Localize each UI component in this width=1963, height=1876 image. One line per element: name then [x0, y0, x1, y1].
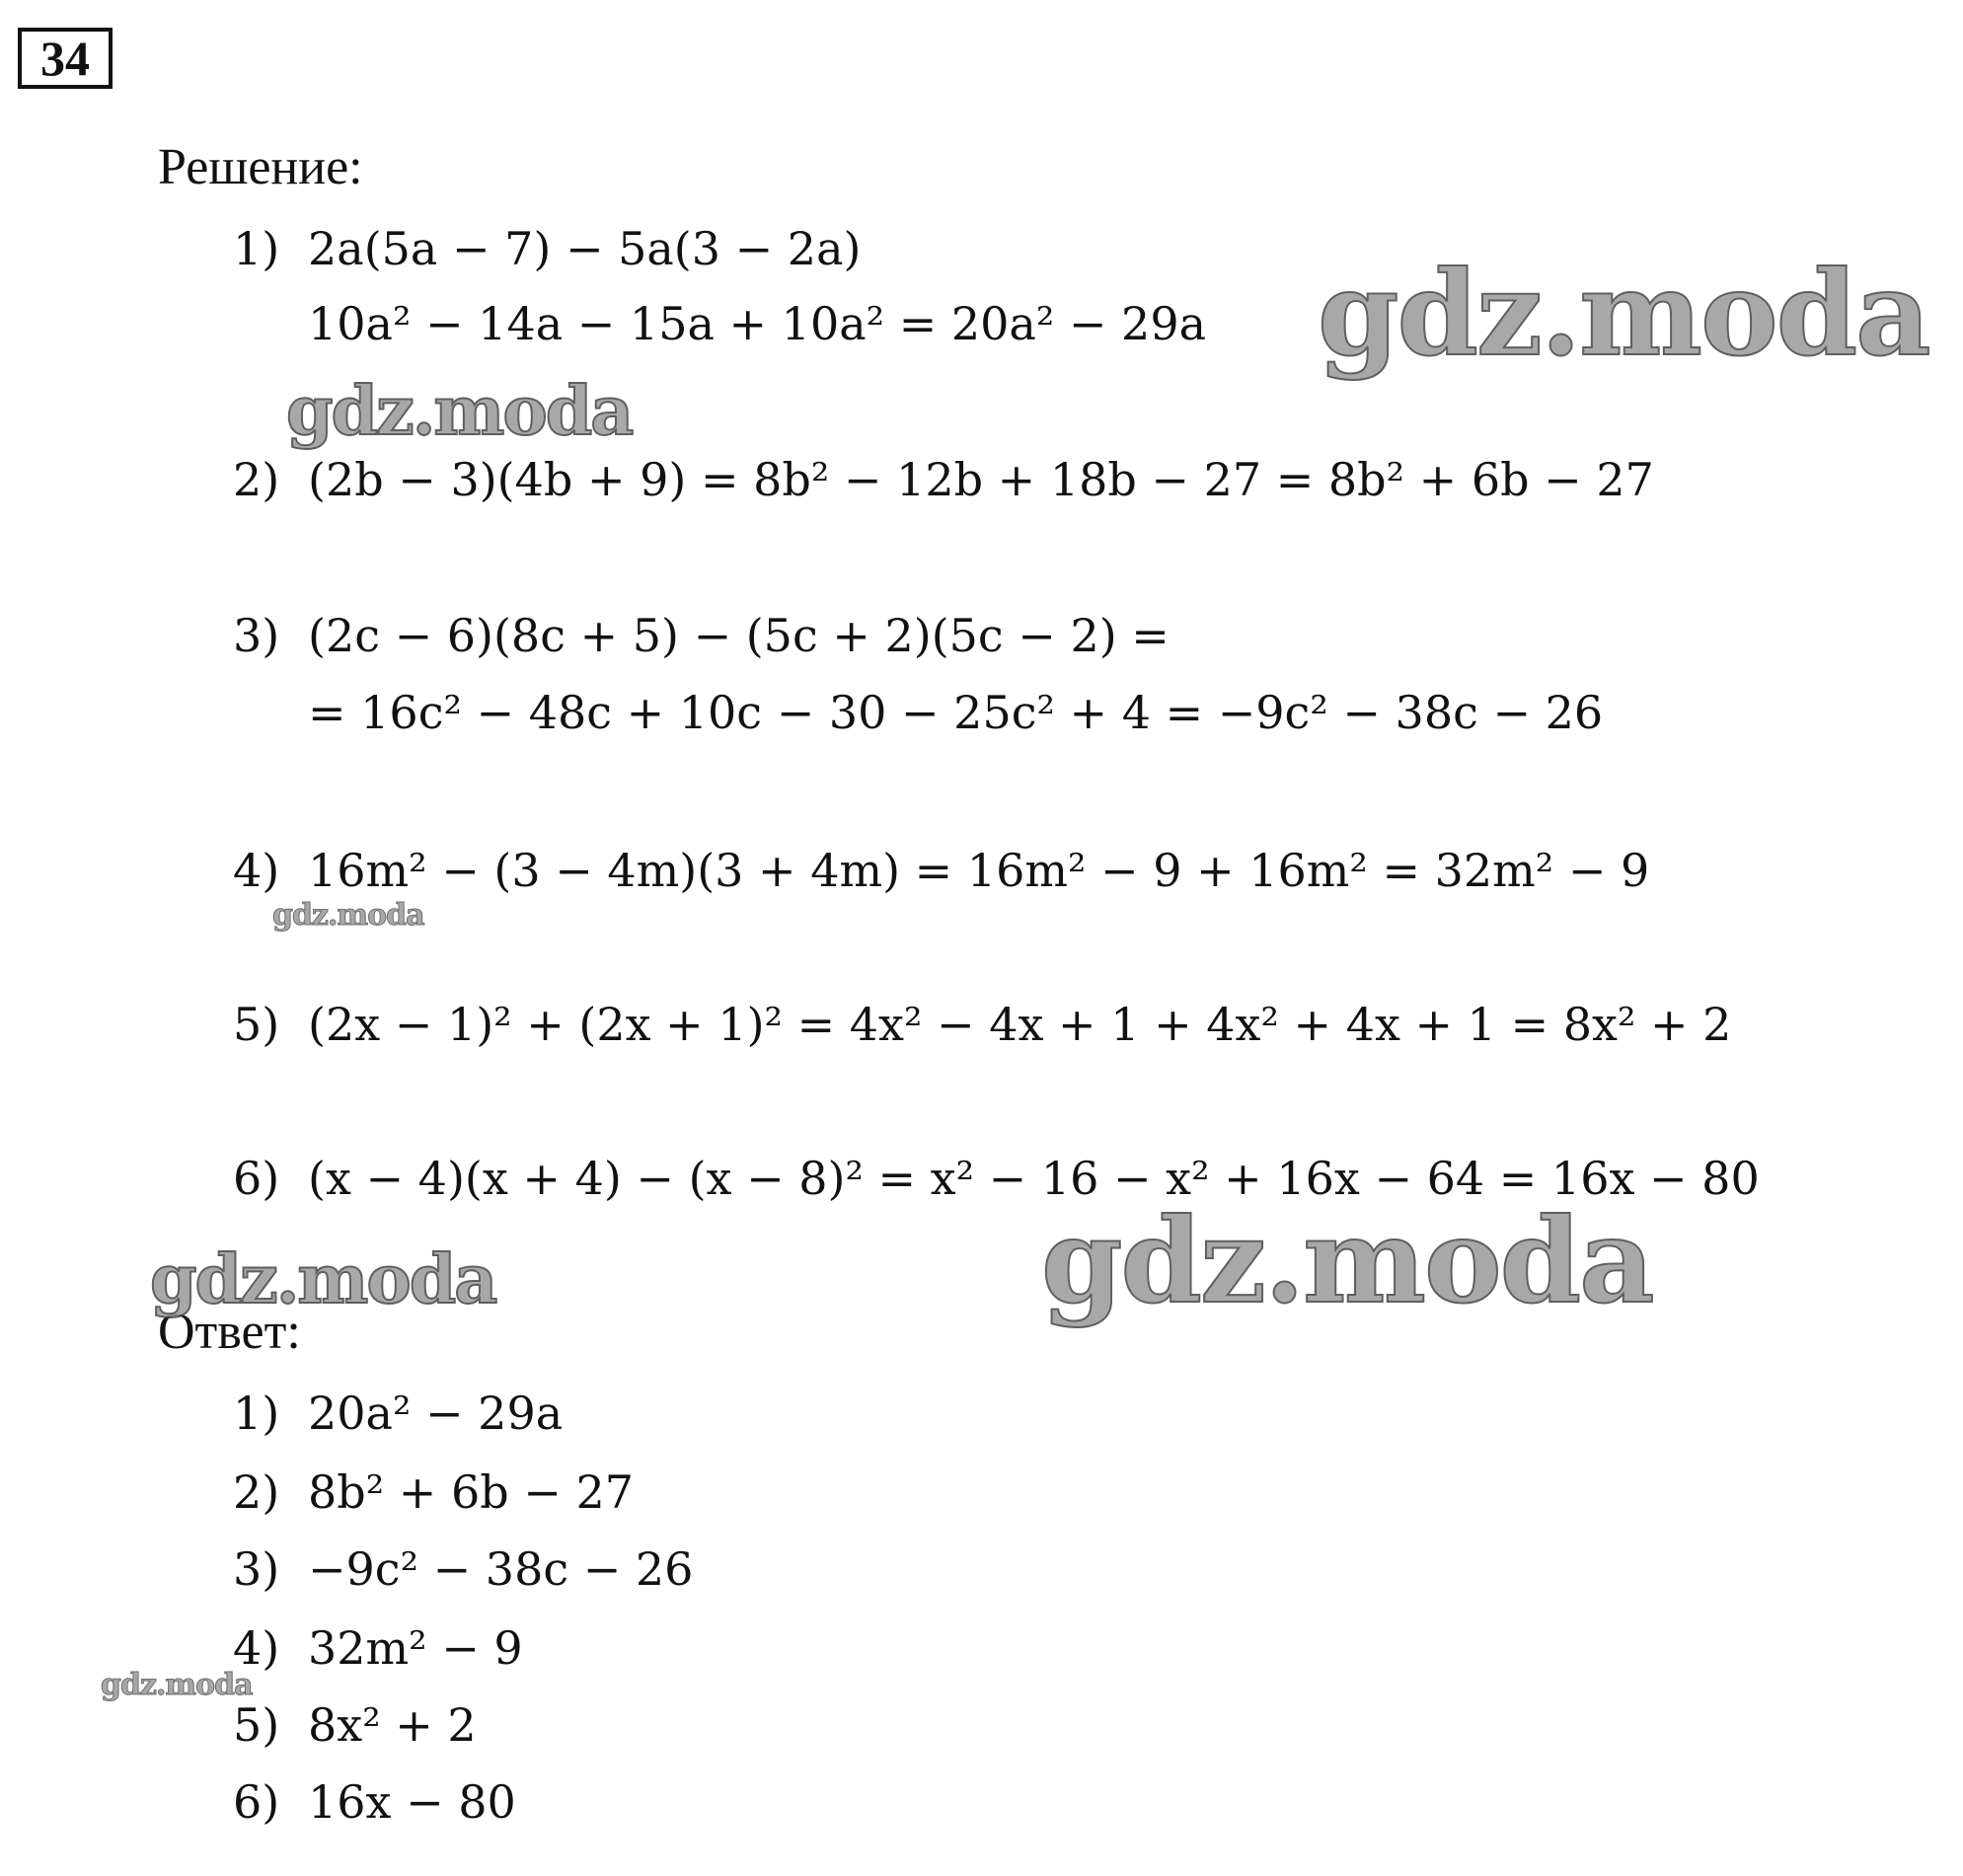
watermark: gdz.moda: [150, 1240, 496, 1319]
solution-2-line-1: (2b − 3)(4b + 9) = 8b² − 12b + 18b − 27 = 8b² + 6b − 27: [308, 453, 1654, 506]
solution-heading: Решение:: [158, 139, 363, 195]
solution-1-label: 1): [233, 222, 280, 275]
answer-1-value: 20a² − 29a: [308, 1387, 564, 1440]
answer-5-label: 5): [233, 1698, 280, 1752]
solution-5-line-1: (2x − 1)² + (2x + 1)² = 4x² − 4x + 1 + 4x² + 4x + 1 = 8x² + 2: [308, 998, 1732, 1051]
problem-number: 34: [18, 28, 113, 89]
watermark: gdz.moda: [101, 1668, 253, 1702]
solution-4-line-1: 16m² − (3 − 4m)(3 + 4m) = 16m² − 9 + 16m² = 32m² − 9: [308, 844, 1650, 897]
answer-6-label: 6): [233, 1775, 280, 1829]
answer-4-label: 4): [233, 1621, 280, 1675]
answer-6-value: 16x − 80: [308, 1775, 516, 1829]
answer-4-value: 32m² − 9: [308, 1621, 523, 1675]
watermark: gdz.moda: [1041, 1192, 1653, 1329]
answer-3-value: −9c² − 38c − 26: [308, 1542, 694, 1596]
watermark: gdz.moda: [272, 898, 424, 933]
answer-heading: Ответ:: [158, 1304, 301, 1360]
solution-2-label: 2): [233, 453, 280, 506]
answer-2-value: 8b² + 6b − 27: [308, 1465, 634, 1519]
solution-6-label: 6): [233, 1152, 280, 1205]
watermark: gdz.moda: [1318, 245, 1929, 382]
answer-2-label: 2): [233, 1465, 280, 1519]
solution-1-line-1: 2a(5a − 7) − 5a(3 − 2a): [308, 222, 862, 275]
answer-5-value: 8x² + 2: [308, 1698, 477, 1752]
solution-3-line-1: (2c − 6)(8c + 5) − (5c + 2)(5c − 2) =: [308, 609, 1170, 662]
solution-3-line-2: = 16c² − 48c + 10c − 30 − 25c² + 4 = −9c² − 38c − 26: [308, 686, 1604, 739]
solution-1-line-2: 10a² − 14a − 15a + 10a² = 20a² − 29a: [308, 297, 1207, 350]
solution-6-line-1: (x − 4)(x + 4) − (x − 8)² = x² − 16 − x² + 16x − 64 = 16x − 80: [308, 1152, 1760, 1205]
solution-4-label: 4): [233, 844, 280, 897]
watermark: gdz.moda: [286, 372, 633, 451]
answer-1-label: 1): [233, 1387, 280, 1440]
solution-3-label: 3): [233, 609, 280, 662]
solution-5-label: 5): [233, 998, 280, 1051]
answer-3-label: 3): [233, 1542, 280, 1596]
